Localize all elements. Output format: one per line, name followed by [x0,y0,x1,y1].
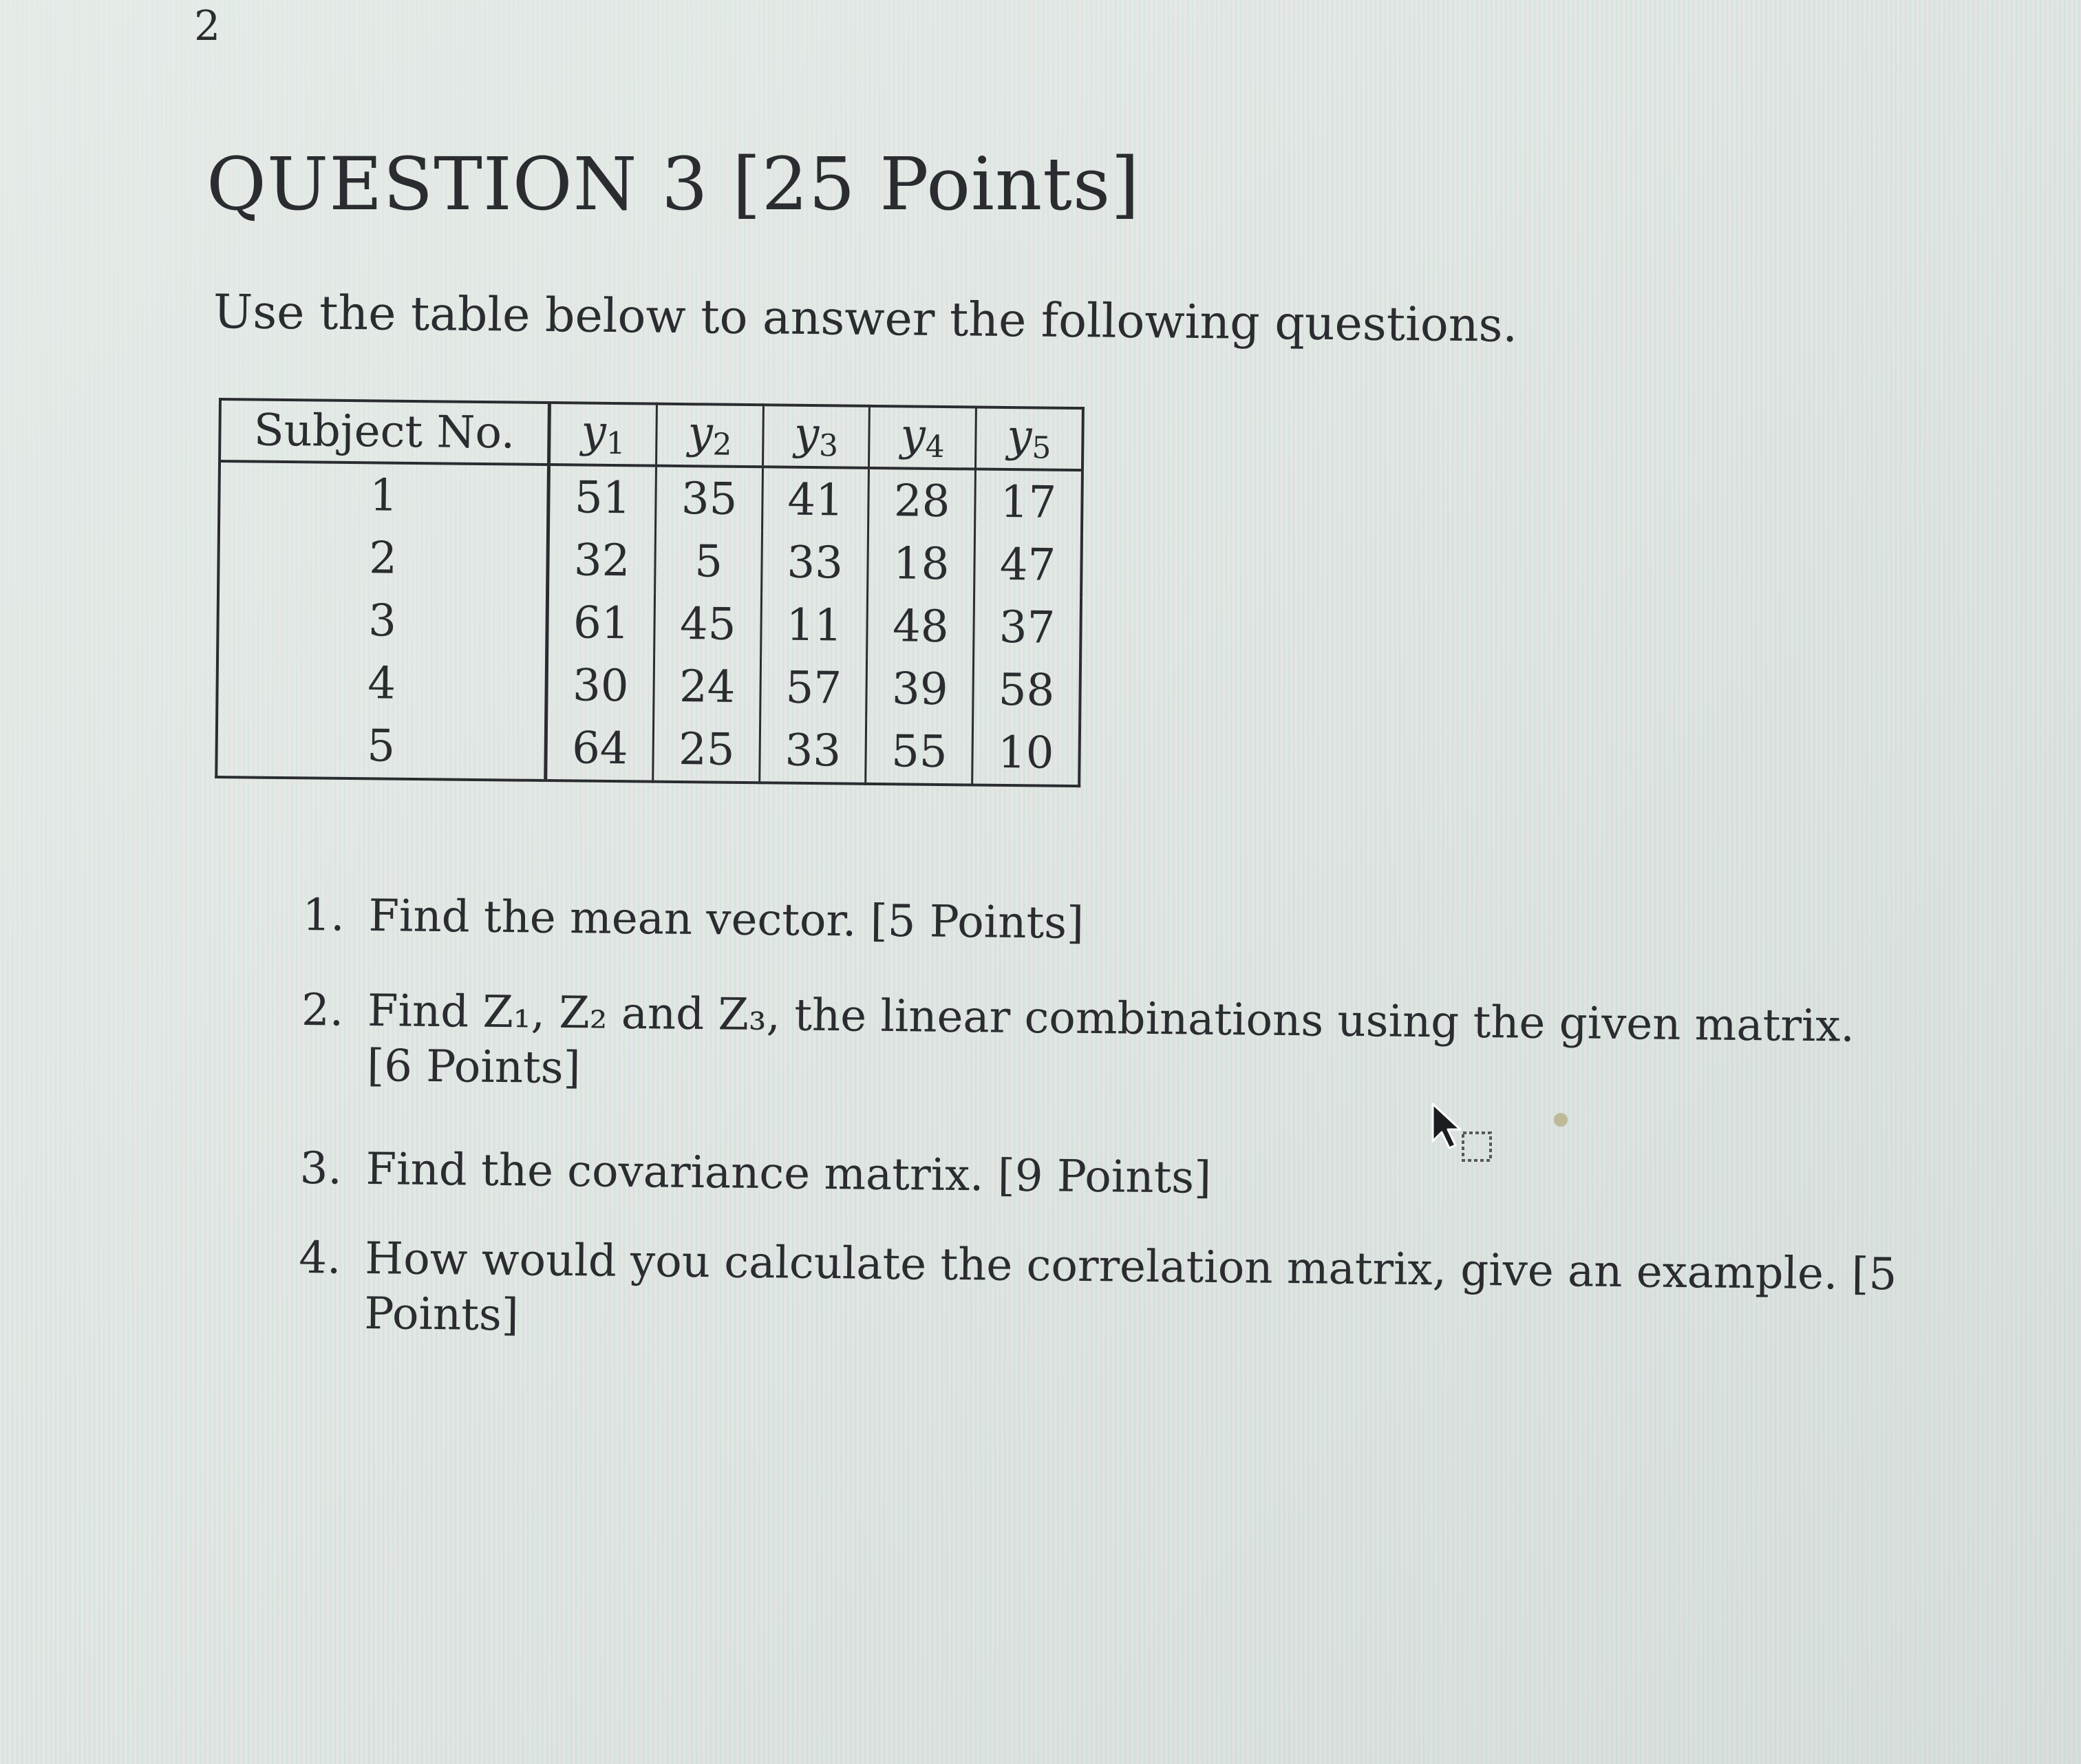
table-cell: 57 [760,656,867,720]
question-text: Find Z₁, Z₂ and Z₃, the linear combinations using the given matrix. [6 Points] [366,985,1855,1094]
question-list [298,888,1913,1397]
table-cell: 48 [867,595,974,659]
question-item-2 [301,983,1912,1109]
variable-name: y [581,406,607,458]
question-number: 3. [299,1143,343,1195]
table-cell: 25 [653,718,760,783]
table-cell: 39 [866,657,973,721]
table-cell: 61 [547,591,655,655]
table-row [219,461,1082,534]
variable-subscript: 4 [925,429,945,465]
table-cell: 47 [974,533,1082,597]
subject-number-cell: 2 [218,525,548,591]
table-cell: 33 [760,719,867,784]
question-number: 1. [302,889,345,942]
table-cell: 24 [654,655,760,719]
intro-text: Use the table below to answer the following questions. [213,285,1518,353]
variable-subscript: 5 [1032,429,1052,466]
column-header-y3 [762,405,869,468]
table-cell: 11 [761,593,868,657]
table-cell: 58 [973,659,1080,723]
question-title: QUESTION 3 [25 Points] [206,142,1140,226]
variable-name: y [687,407,714,459]
table-cell: 17 [975,469,1082,535]
page-number: 2 [194,2,221,50]
table-cell: 32 [548,529,656,593]
table-cell: 33 [761,531,868,595]
table-header-row [220,399,1083,470]
screen-smudge [1554,1113,1568,1127]
table-cell: 51 [548,465,657,530]
table-cell: 10 [972,721,1080,786]
table-row [216,713,1080,786]
question-item-4 [298,1231,1910,1357]
variable-name: y [900,409,926,461]
table-cell: 18 [868,532,974,596]
variable-subscript: 3 [818,427,839,463]
data-table [215,398,1085,787]
column-header-y1 [549,403,657,466]
question-item-3 [299,1141,1910,1213]
table-cell: 45 [654,593,761,657]
column-header-y5 [975,407,1082,471]
subject-number-cell: 5 [216,713,546,780]
subject-header: Subject No. [220,399,549,465]
table-row [217,588,1081,659]
question-number: 2. [301,984,344,1037]
variable-subscript: 1 [606,425,626,461]
table-cell: 55 [866,720,973,785]
variable-name: y [1007,410,1032,462]
subject-number-cell: 3 [217,588,547,654]
table-cell: 64 [546,716,654,782]
column-header-y2 [657,404,763,467]
table-row [218,525,1082,597]
column-header-y4 [869,406,976,469]
question-text: How would you calculate the correlation matrix, give an example. [5 Points] [364,1233,1897,1341]
subject-number-cell: 4 [217,650,546,716]
table-cell: 5 [655,530,762,594]
table-row [217,650,1080,722]
subject-number-cell: 1 [219,461,548,529]
table-cell: 35 [656,466,763,531]
question-text: Find the mean vector. [5 Points] [368,891,1085,949]
table-cell: 30 [546,654,654,718]
table-cell: 37 [974,596,1081,660]
table-cell: 28 [868,468,976,533]
question-text: Find the covariance matrix. [9 Points] [365,1143,1212,1204]
question-item-1 [302,888,1913,959]
variable-subscript: 2 [712,427,732,463]
table-cell: 41 [762,467,869,532]
mouse-pointer-icon [1431,1103,1500,1171]
variable-name: y [793,408,820,460]
question-number: 4. [298,1232,341,1284]
